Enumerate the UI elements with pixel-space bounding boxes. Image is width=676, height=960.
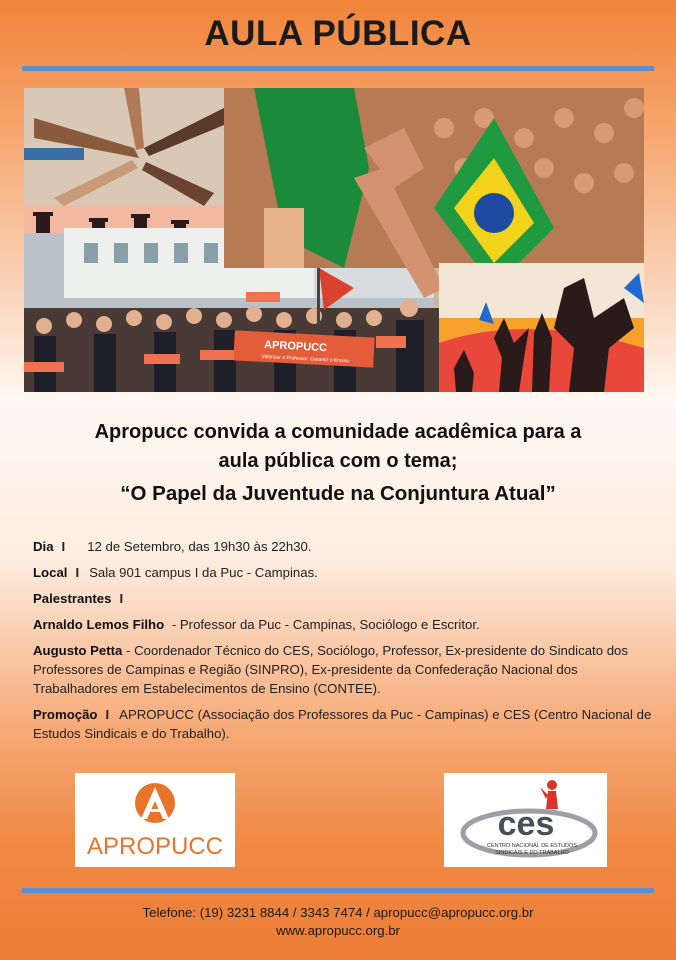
detail-speaker-1 xyxy=(33,615,653,634)
local-value: Sala 901 campus I da Puc - Campinas. xyxy=(89,565,318,580)
promocao-label: Promoção xyxy=(33,707,98,722)
contact-line: Telefone: (19) 3231 8844 / 3343 7474 / apropucc@apropucc.org.br xyxy=(142,905,534,920)
apropucc-logo xyxy=(75,773,235,867)
contact-footer xyxy=(0,904,676,940)
headline-line-1: Apropucc convida a comunidade acadêmica para a xyxy=(94,421,582,443)
ces-logo xyxy=(444,773,607,867)
collage-banner-subtext: Valorizar o Professor. Garantir o Ensino xyxy=(261,353,350,365)
website-line: www.apropucc.org.br xyxy=(276,923,400,938)
palestrantes-label: Palestrantes xyxy=(33,591,112,606)
speaker-2-desc: - Coordenador Técnico do CES, Sociólogo, Professor, Ex-presidente do Sindicato dos Professores de Campinas e Região (SINPRO), Ex-presidente da Confederação Nacional dos Trabalhadores em Estabelecimentos de Ensino (CONTEE). xyxy=(33,643,628,696)
collage-banner-text: APROPUCC xyxy=(263,338,328,355)
speaker-1-desc: - Professor da Puc - Campinas, Sociólogo e Escritor. xyxy=(168,617,480,632)
headline-theme: “O Papel da Juventude na Conjuntura Atual” xyxy=(120,482,556,505)
headline xyxy=(24,418,652,508)
photo-collage xyxy=(24,88,644,392)
event-details xyxy=(33,537,653,750)
detail-local xyxy=(33,563,653,582)
speaker-2-name: Augusto Petta xyxy=(33,643,123,658)
detail-dia xyxy=(33,537,653,556)
promocao-separator: I xyxy=(105,707,110,722)
promocao-value: APROPUCC (Associação dos Professores da Puc - Campinas) e CES (Centro Nacional de Estudos Sindicais e do Trabalho). xyxy=(33,707,652,741)
ces-logo-mark xyxy=(444,773,607,867)
dia-separator: I xyxy=(61,539,66,554)
palestrantes-separator: I xyxy=(119,591,124,606)
detail-promocao xyxy=(33,705,653,743)
detail-palestrantes xyxy=(33,589,653,608)
dia-value: 12 de Setembro, das 19h30 às 22h30. xyxy=(87,539,312,554)
poster-title: AULA PÚBLICA xyxy=(204,14,472,53)
bottom-divider xyxy=(22,888,654,893)
dia-label: Dia xyxy=(33,539,54,554)
local-label: Local xyxy=(33,565,68,580)
collage-illustration xyxy=(24,88,644,392)
apropucc-logo-text: APROPUCC xyxy=(86,833,224,860)
speaker-1-name: Arnaldo Lemos Filho xyxy=(33,617,165,632)
apropucc-logo-mark xyxy=(75,773,235,867)
ces-logo-text: ces xyxy=(497,805,555,843)
headline-line-2: aula pública com o tema; xyxy=(218,450,458,472)
ces-logo-subtext-1: CENTRO NACIONAL DE ESTUDOS xyxy=(487,843,577,849)
ces-logo-subtext-2: SINDICAIS E DO TRABALHO xyxy=(495,850,569,856)
detail-speaker-2 xyxy=(33,641,653,698)
local-separator: I xyxy=(75,565,80,580)
top-divider xyxy=(22,66,654,71)
